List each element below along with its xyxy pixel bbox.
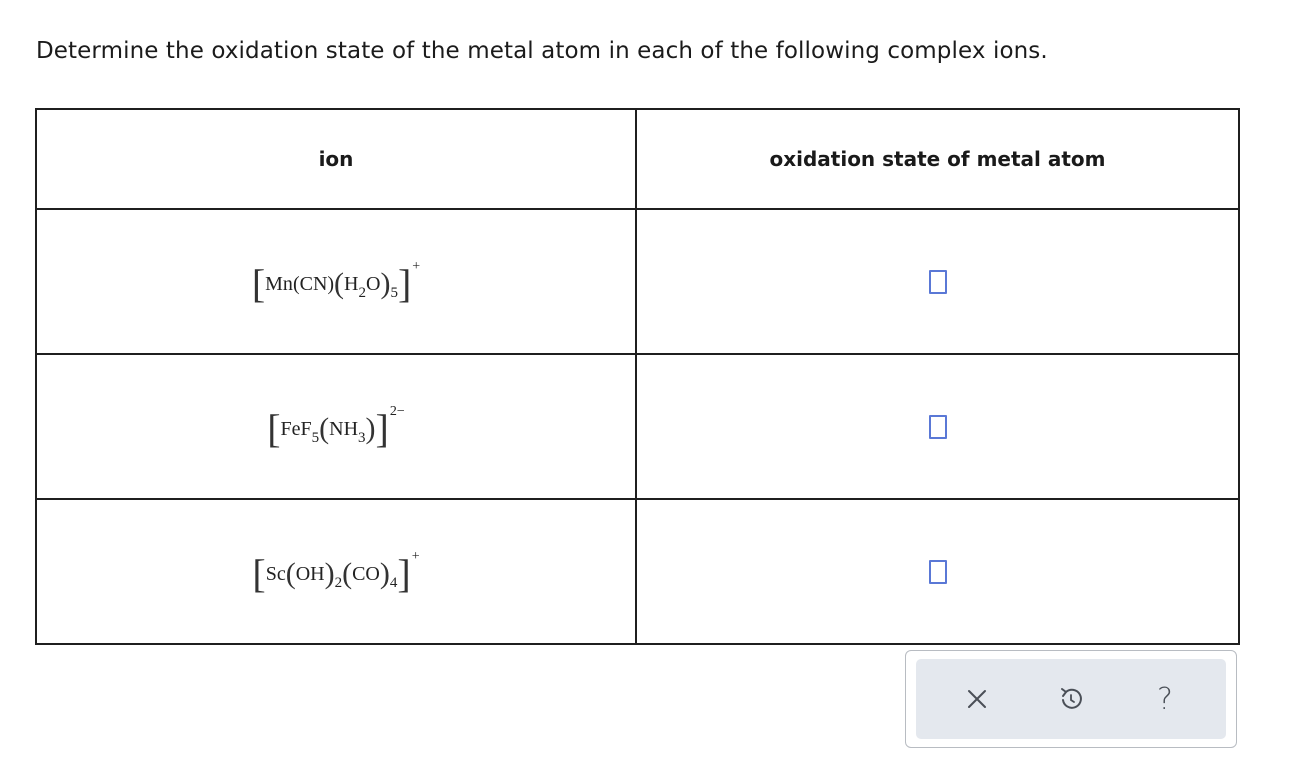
answer-cell: [636, 354, 1239, 499]
help-icon: ?: [1157, 681, 1173, 717]
answer-input-fe[interactable]: [929, 415, 947, 439]
table-row: [36, 209, 1239, 354]
undo-button[interactable]: [1049, 677, 1093, 721]
table-header-row: [36, 109, 1239, 209]
table-row: [36, 354, 1239, 499]
header-ion: ion: [36, 109, 636, 209]
answer-input-sc[interactable]: [929, 560, 947, 584]
ion-formula-sc: $[Sc(OH)_2(CO)_4]^+$: [252, 548, 420, 596]
help-button[interactable]: [1143, 677, 1187, 721]
undo-icon: [1058, 686, 1084, 712]
ion-formula-mn: $[Mn(CN)(H_2O)_5]^+$: [251, 258, 421, 306]
clear-button[interactable]: [955, 677, 999, 721]
answer-toolbar-buttons: [916, 659, 1226, 739]
ion-cell: [36, 354, 636, 499]
ion-cell: [36, 499, 636, 644]
ion-formula-fe: $[FeF_5(NH_3)]^{2-}$: [267, 403, 405, 451]
answer-cell: [636, 499, 1239, 644]
close-icon: [966, 688, 988, 710]
answer-cell: [636, 209, 1239, 354]
question-prompt: Determine the oxidation state of the metal atom in each of the following complex ions.: [36, 38, 1048, 64]
answer-table: [35, 108, 1240, 645]
answer-toolbar: [905, 650, 1237, 748]
table-row: [36, 499, 1239, 644]
ion-cell: [36, 209, 636, 354]
header-oxidation-state: oxidation state of metal atom: [636, 109, 1239, 209]
answer-input-mn[interactable]: [929, 270, 947, 294]
